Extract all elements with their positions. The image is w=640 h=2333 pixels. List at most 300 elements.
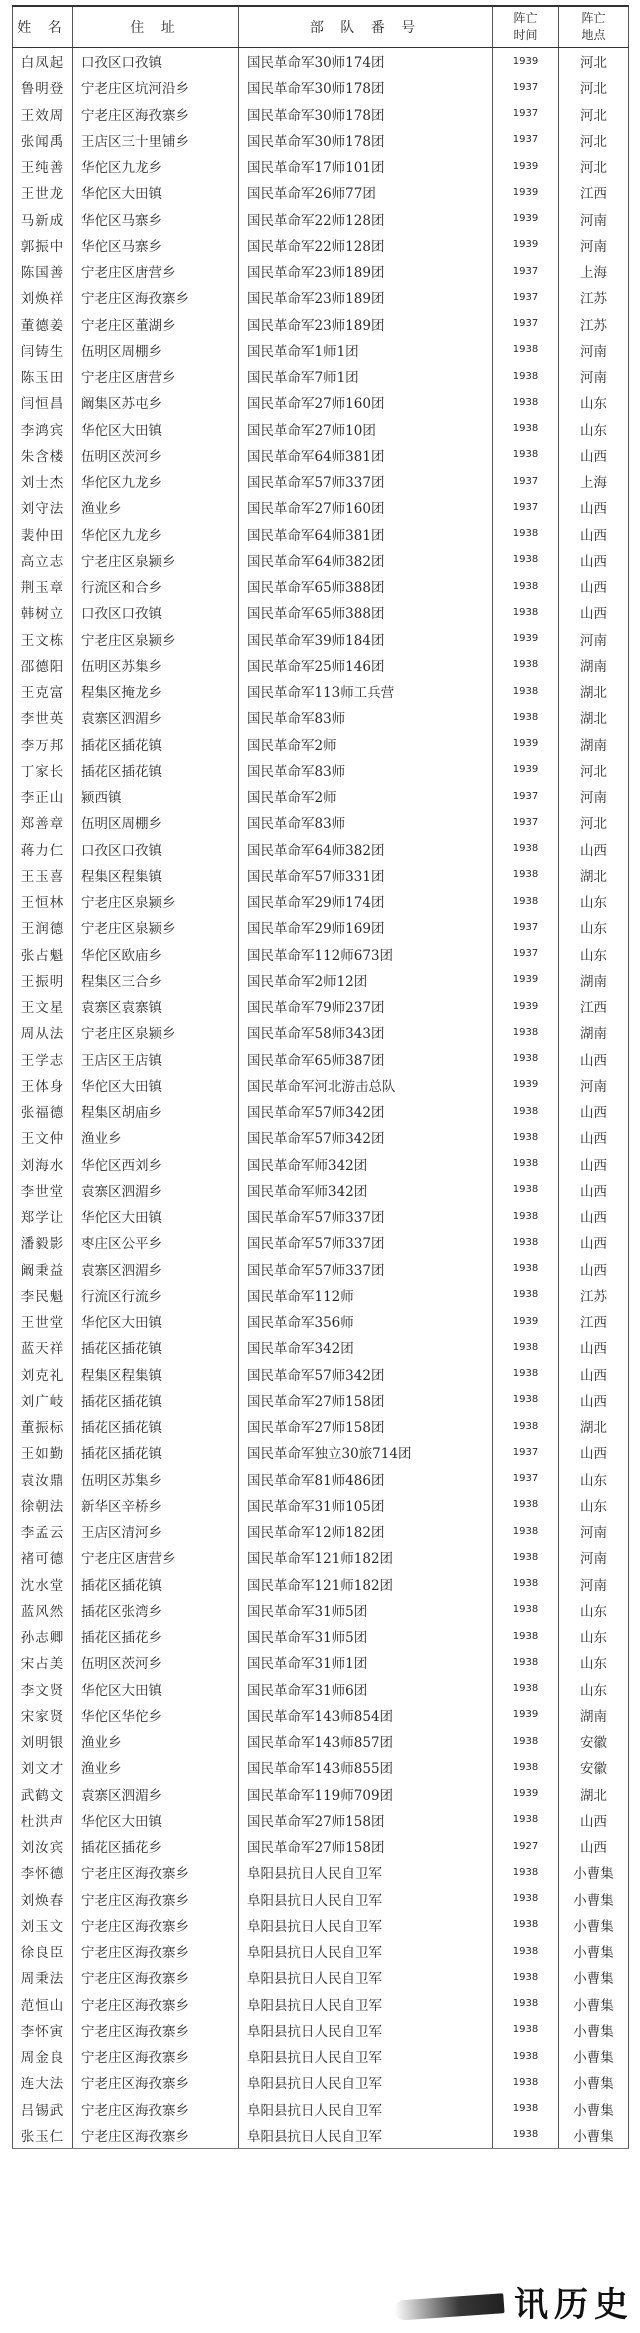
- death-place-cell: 小曹集: [559, 1912, 629, 1938]
- death-year-cell: 1939: [493, 48, 559, 75]
- soldier-name-cell: 王效周: [13, 101, 73, 127]
- military-unit-cell: 国民革命军64师381团: [239, 521, 493, 547]
- header-address: 住 址: [73, 6, 239, 48]
- soldier-name-cell: 蓝天祥: [13, 1334, 73, 1360]
- soldier-name-cell: 李世堂: [13, 1177, 73, 1203]
- soldier-name-cell: 郑善章: [13, 809, 73, 835]
- soldier-name-cell: 王世堂: [13, 1308, 73, 1334]
- death-place-cell: 山西: [559, 573, 629, 599]
- soldier-name-cell: 李孟云: [13, 1518, 73, 1544]
- table-row: [13, 547, 629, 573]
- table-row: [13, 1859, 629, 1885]
- death-year-cell: 1938: [493, 1019, 559, 1045]
- death-place-cell: 安徽: [559, 1754, 629, 1780]
- death-place-cell: 小曹集: [559, 1938, 629, 1964]
- watermark-brush-stroke: [393, 2293, 504, 2321]
- soldier-name-cell: 朱含楼: [13, 442, 73, 468]
- death-year-cell: 1938: [493, 1203, 559, 1229]
- home-address-cell: 宁老庄区海孜寨乡: [73, 2043, 239, 2069]
- death-year-cell: 1938: [493, 1124, 559, 1150]
- death-place-cell: 山东: [559, 914, 629, 940]
- military-unit-cell: 国民革命军342团: [239, 1334, 493, 1360]
- table-row: [13, 1229, 629, 1255]
- soldier-name-cell: 韩树立: [13, 599, 73, 625]
- death-year-cell: 1938: [493, 1492, 559, 1518]
- soldier-name-cell: 李万邦: [13, 731, 73, 757]
- military-unit-cell: 国民革命军师342团: [239, 1177, 493, 1203]
- home-address-cell: 插花区插花镇: [73, 1571, 239, 1597]
- military-unit-cell: 国民革命军83师: [239, 704, 493, 730]
- soldier-name-cell: 李正山: [13, 783, 73, 809]
- military-unit-cell: 国民革命军12师182团: [239, 1518, 493, 1544]
- military-unit-cell: 国民革命军师342团: [239, 1151, 493, 1177]
- military-unit-cell: 国民革命军57师331团: [239, 862, 493, 888]
- death-place-cell: 江西: [559, 179, 629, 205]
- home-address-cell: 宁老庄区海孜寨乡: [73, 2096, 239, 2122]
- table-row: [13, 2096, 629, 2122]
- table-row: [13, 652, 629, 678]
- military-unit-cell: 国民革命军121师182团: [239, 1544, 493, 1570]
- soldier-name-cell: 周金良: [13, 2043, 73, 2069]
- table-header-row: [13, 6, 629, 48]
- home-address-cell: 袁寨区泗湄乡: [73, 1256, 239, 1282]
- table-row: [13, 179, 629, 205]
- military-unit-cell: 国民革命军57师342团: [239, 1361, 493, 1387]
- military-unit-cell: 国民革命军30师178团: [239, 74, 493, 100]
- military-unit-cell: 国民革命军83师: [239, 809, 493, 835]
- death-place-cell: 小曹集: [559, 1859, 629, 1885]
- home-address-cell: 伍明区苏集乡: [73, 1466, 239, 1492]
- death-place-cell: 山西: [559, 1177, 629, 1203]
- military-unit-cell: 国民革命军143师855团: [239, 1754, 493, 1780]
- death-place-cell: 山西: [559, 1229, 629, 1255]
- table-row: [13, 1544, 629, 1570]
- military-unit-cell: 阜阳县抗日人民自卫军: [239, 1886, 493, 1912]
- home-address-cell: 渔业乡: [73, 1124, 239, 1150]
- soldier-name-cell: 高立志: [13, 547, 73, 573]
- table-row: [13, 2069, 629, 2095]
- soldier-name-cell: 张占魁: [13, 941, 73, 967]
- military-unit-cell: 国民革命军57师337团: [239, 1229, 493, 1255]
- table-row: [13, 626, 629, 652]
- table-row: [13, 1807, 629, 1833]
- home-address-cell: 宁老庄区唐营乡: [73, 258, 239, 284]
- home-address-cell: 口孜区口孜镇: [73, 48, 239, 75]
- header-death-time: [493, 6, 559, 48]
- home-address-cell: 口孜区口孜镇: [73, 599, 239, 625]
- soldier-name-cell: 刘士杰: [13, 468, 73, 494]
- military-unit-cell: 国民革命军1师1团: [239, 337, 493, 363]
- death-place-cell: 河南: [559, 363, 629, 389]
- death-year-cell: 1938: [493, 337, 559, 363]
- home-address-cell: 插花区插花镇: [73, 731, 239, 757]
- table-row: [13, 311, 629, 337]
- home-address-cell: 程集区掩龙乡: [73, 678, 239, 704]
- death-place-cell: 小曹集: [559, 2069, 629, 2095]
- death-place-cell: 山东: [559, 1492, 629, 1518]
- home-address-cell: 宁老庄区海孜寨乡: [73, 1964, 239, 1990]
- military-unit-cell: 国民革命军39师184团: [239, 626, 493, 652]
- death-place-cell: 山西: [559, 494, 629, 520]
- home-address-cell: 程集区程集镇: [73, 862, 239, 888]
- table-row: [13, 1964, 629, 1990]
- soldier-name-cell: 李怀寅: [13, 2017, 73, 2043]
- home-address-cell: 宁老庄区海孜寨乡: [73, 1991, 239, 2017]
- death-place-cell: 湖北: [559, 862, 629, 888]
- soldier-name-cell: 吕锡武: [13, 2096, 73, 2122]
- table-row: [13, 862, 629, 888]
- soldier-name-cell: 邵德阳: [13, 652, 73, 678]
- death-place-cell: 河南: [559, 337, 629, 363]
- military-unit-cell: 国民革命军27师160团: [239, 494, 493, 520]
- home-address-cell: 渔业乡: [73, 494, 239, 520]
- death-place-cell: 湖南: [559, 1019, 629, 1045]
- death-year-cell: 1938: [493, 678, 559, 704]
- death-place-cell: 湖南: [559, 652, 629, 678]
- table-row: [13, 941, 629, 967]
- death-year-cell: 1938: [493, 1964, 559, 1990]
- home-address-cell: 袁寨区袁寨镇: [73, 993, 239, 1019]
- soldier-name-cell: 郑学让: [13, 1203, 73, 1229]
- death-year-cell: 1938: [493, 862, 559, 888]
- table-row: [13, 1413, 629, 1439]
- military-unit-cell: 国民革命军23师189团: [239, 258, 493, 284]
- military-unit-cell: 国民革命军113师工兵营: [239, 678, 493, 704]
- table-row: [13, 1256, 629, 1282]
- death-year-cell: 1938: [493, 1282, 559, 1308]
- death-place-cell: 山西: [559, 1334, 629, 1360]
- military-unit-cell: 国民革命军2师: [239, 731, 493, 757]
- death-year-cell: 1938: [493, 2043, 559, 2069]
- death-year-cell: 1939: [493, 1072, 559, 1098]
- death-year-cell: 1938: [493, 1046, 559, 1072]
- home-address-cell: 伍明区周棚乡: [73, 337, 239, 363]
- table-row: [13, 757, 629, 783]
- death-place-cell: 山西: [559, 1807, 629, 1833]
- watermark-text: 讯历史: [514, 2285, 634, 2325]
- table-row: [13, 914, 629, 940]
- table-row: [13, 1072, 629, 1098]
- home-address-cell: 宁老庄区海孜寨乡: [73, 1859, 239, 1885]
- soldier-name-cell: 王文仲: [13, 1124, 73, 1150]
- death-year-cell: 1938: [493, 547, 559, 573]
- military-unit-cell: 阜阳县抗日人民自卫军: [239, 2069, 493, 2095]
- death-year-cell: 1938: [493, 1361, 559, 1387]
- table-row: [13, 389, 629, 415]
- table-row: [13, 573, 629, 599]
- home-address-cell: 口孜区口孜镇: [73, 836, 239, 862]
- site-watermark-logo: [394, 2283, 634, 2327]
- military-unit-cell: 国民革命军27师158团: [239, 1387, 493, 1413]
- death-year-cell: 1938: [493, 363, 559, 389]
- soldier-name-cell: 董振标: [13, 1413, 73, 1439]
- table-row: [13, 127, 629, 153]
- soldier-name-cell: 刘海水: [13, 1151, 73, 1177]
- soldier-name-cell: 鲁明登: [13, 74, 73, 100]
- home-address-cell: 袁寨区泗湄乡: [73, 1177, 239, 1203]
- home-address-cell: 华佗区大田镇: [73, 1676, 239, 1702]
- home-address-cell: 袁寨区泗湄乡: [73, 1781, 239, 1807]
- death-year-cell: 1938: [493, 1229, 559, 1255]
- death-place-cell: 江苏: [559, 284, 629, 310]
- home-address-cell: 伍明区周棚乡: [73, 809, 239, 835]
- table-row: [13, 1308, 629, 1334]
- home-address-cell: 宁老庄区海孜寨乡: [73, 2069, 239, 2095]
- soldier-name-cell: 白凤起: [13, 48, 73, 75]
- home-address-cell: 程集区胡庙乡: [73, 1098, 239, 1124]
- death-year-cell: 1938: [493, 1912, 559, 1938]
- military-unit-cell: 国民革命军83师: [239, 757, 493, 783]
- table-row: [13, 1938, 629, 1964]
- table-row: [13, 967, 629, 993]
- military-unit-cell: 国民革命军27师10团: [239, 416, 493, 442]
- home-address-cell: 插花区插花乡: [73, 1623, 239, 1649]
- home-address-cell: 华佗区大田镇: [73, 1807, 239, 1833]
- death-place-cell: 小曹集: [559, 2096, 629, 2122]
- military-unit-cell: 国民革命军30师178团: [239, 127, 493, 153]
- soldier-name-cell: 徐朝法: [13, 1492, 73, 1518]
- military-unit-cell: 国民革命军58师343团: [239, 1019, 493, 1045]
- table-row: [13, 704, 629, 730]
- military-unit-cell: 国民革命军2师: [239, 783, 493, 809]
- soldier-name-cell: 范恒山: [13, 1991, 73, 2017]
- header-death-time-line2: 时间: [513, 28, 538, 42]
- death-place-cell: 山东: [559, 389, 629, 415]
- death-year-cell: 1938: [493, 1387, 559, 1413]
- home-address-cell: 宁老庄区唐营乡: [73, 363, 239, 389]
- military-unit-cell: 国民革命军25师146团: [239, 652, 493, 678]
- soldier-name-cell: 王恒林: [13, 888, 73, 914]
- death-place-cell: 江西: [559, 993, 629, 1019]
- military-unit-cell: 国民革命军27师158团: [239, 1833, 493, 1859]
- death-place-cell: 河南: [559, 1518, 629, 1544]
- soldier-name-cell: 周秉法: [13, 1964, 73, 1990]
- death-year-cell: 1937: [493, 311, 559, 337]
- military-unit-cell: 国民革命军27师158团: [239, 1413, 493, 1439]
- death-year-cell: 1937: [493, 74, 559, 100]
- military-unit-cell: 阜阳县抗日人民自卫军: [239, 1859, 493, 1885]
- death-year-cell: 1938: [493, 1597, 559, 1623]
- soldier-name-cell: 张福德: [13, 1098, 73, 1124]
- table-row: [13, 1571, 629, 1597]
- soldier-name-cell: 张闻禹: [13, 127, 73, 153]
- home-address-cell: 王店区清河乡: [73, 1518, 239, 1544]
- table-row: [13, 1439, 629, 1465]
- death-place-cell: 小曹集: [559, 1964, 629, 1990]
- military-unit-cell: 国民革命军22师128团: [239, 232, 493, 258]
- death-place-cell: 河南: [559, 1072, 629, 1098]
- military-unit-cell: 国民革命军112师: [239, 1282, 493, 1308]
- death-year-cell: 1938: [493, 573, 559, 599]
- death-place-cell: 湖北: [559, 1781, 629, 1807]
- death-place-cell: 河北: [559, 809, 629, 835]
- death-year-cell: 1939: [493, 1702, 559, 1728]
- death-place-cell: 小曹集: [559, 2017, 629, 2043]
- military-unit-cell: 国民革命军31师105团: [239, 1492, 493, 1518]
- death-year-cell: 1937: [493, 783, 559, 809]
- death-place-cell: 安徽: [559, 1728, 629, 1754]
- soldier-name-cell: 刘文才: [13, 1754, 73, 1780]
- soldier-name-cell: 王文星: [13, 993, 73, 1019]
- death-place-cell: 山西: [559, 1439, 629, 1465]
- death-year-cell: 1938: [493, 1413, 559, 1439]
- home-address-cell: 华佗区九龙乡: [73, 468, 239, 494]
- soldier-name-cell: 杜洪声: [13, 1807, 73, 1833]
- death-year-cell: 1927: [493, 1833, 559, 1859]
- home-address-cell: 渔业乡: [73, 1728, 239, 1754]
- header-death-place: [559, 6, 629, 48]
- military-unit-cell: 国民革命军119师709团: [239, 1781, 493, 1807]
- table-row: [13, 1151, 629, 1177]
- death-place-cell: 山西: [559, 599, 629, 625]
- home-address-cell: 袁寨区泗湄乡: [73, 704, 239, 730]
- header-death-place-line2: 地点: [581, 28, 606, 42]
- military-unit-cell: 国民革命军65师388团: [239, 573, 493, 599]
- death-place-cell: 山西: [559, 1387, 629, 1413]
- death-year-cell: 1938: [493, 1754, 559, 1780]
- death-year-cell: 1939: [493, 757, 559, 783]
- death-year-cell: 1938: [493, 1098, 559, 1124]
- home-address-cell: 宁老庄区董湖乡: [73, 311, 239, 337]
- military-unit-cell: 国民革命军143师857团: [239, 1728, 493, 1754]
- death-year-cell: 1938: [493, 1256, 559, 1282]
- death-year-cell: 1938: [493, 1151, 559, 1177]
- soldier-name-cell: 李鸿宾: [13, 416, 73, 442]
- soldier-name-cell: 刘焕祥: [13, 284, 73, 310]
- home-address-cell: 渔业乡: [73, 1754, 239, 1780]
- home-address-cell: 宁老庄区海孜寨乡: [73, 1912, 239, 1938]
- death-place-cell: 河南: [559, 206, 629, 232]
- home-address-cell: 宁老庄区海孜寨乡: [73, 1886, 239, 1912]
- death-place-cell: 山西: [559, 836, 629, 862]
- death-place-cell: 山东: [559, 1676, 629, 1702]
- death-place-cell: 山西: [559, 1098, 629, 1124]
- death-place-cell: 河北: [559, 757, 629, 783]
- home-address-cell: 阚集区苏屯乡: [73, 389, 239, 415]
- table-row: [13, 1702, 629, 1728]
- death-year-cell: 1939: [493, 232, 559, 258]
- table-row: [13, 1754, 629, 1780]
- soldier-name-cell: 刘克礼: [13, 1361, 73, 1387]
- header-unit: 部 队 番 号: [239, 6, 493, 48]
- home-address-cell: 枣庄区公平乡: [73, 1229, 239, 1255]
- table-row: [13, 1597, 629, 1623]
- death-year-cell: 1938: [493, 521, 559, 547]
- home-address-cell: 插花区插花镇: [73, 1334, 239, 1360]
- table-row: [13, 1518, 629, 1544]
- death-year-cell: 1938: [493, 836, 559, 862]
- military-unit-cell: 国民革命军356师: [239, 1308, 493, 1334]
- home-address-cell: 华佗区大田镇: [73, 1308, 239, 1334]
- military-unit-cell: 国民革命军31师6团: [239, 1676, 493, 1702]
- death-year-cell: 1938: [493, 2096, 559, 2122]
- table-row: [13, 74, 629, 100]
- home-address-cell: 宁老庄区唐营乡: [73, 1544, 239, 1570]
- soldier-name-cell: 王学志: [13, 1046, 73, 1072]
- home-address-cell: 宁老庄区海孜寨乡: [73, 2122, 239, 2149]
- home-address-cell: 华佗区九龙乡: [73, 521, 239, 547]
- death-year-cell: 1939: [493, 206, 559, 232]
- soldier-name-cell: 刘广岐: [13, 1387, 73, 1413]
- military-unit-cell: 国民革命军57师337团: [239, 1256, 493, 1282]
- military-unit-cell: 国民革命军26师77团: [239, 179, 493, 205]
- military-unit-cell: 国民革命军64师382团: [239, 836, 493, 862]
- death-place-cell: 江西: [559, 1308, 629, 1334]
- death-place-cell: 河南: [559, 626, 629, 652]
- death-place-cell: 河北: [559, 48, 629, 75]
- home-address-cell: 宁老庄区泉颍乡: [73, 914, 239, 940]
- home-address-cell: 宁老庄区泉颍乡: [73, 547, 239, 573]
- death-year-cell: 1937: [493, 468, 559, 494]
- death-year-cell: 1938: [493, 1991, 559, 2017]
- home-address-cell: 行流区行流乡: [73, 1282, 239, 1308]
- header-death-time-line1: 阵亡: [513, 11, 538, 25]
- home-address-cell: 插花区插花镇: [73, 1413, 239, 1439]
- table-row: [13, 1282, 629, 1308]
- soldier-name-cell: 闫恒昌: [13, 389, 73, 415]
- death-year-cell: 1937: [493, 914, 559, 940]
- death-place-cell: 山东: [559, 1597, 629, 1623]
- military-unit-cell: 国民革命军30师178团: [239, 101, 493, 127]
- military-unit-cell: 阜阳县抗日人民自卫军: [239, 2096, 493, 2122]
- death-year-cell: 1939: [493, 731, 559, 757]
- soldier-name-cell: 宋家贤: [13, 1702, 73, 1728]
- table-row: [13, 1649, 629, 1675]
- table-row: [13, 258, 629, 284]
- home-address-cell: 华佗区大田镇: [73, 179, 239, 205]
- military-unit-cell: 阜阳县抗日人民自卫军: [239, 2043, 493, 2069]
- header-death-place-line1: 阵亡: [581, 11, 606, 25]
- military-unit-cell: 国民革命军121师182团: [239, 1571, 493, 1597]
- death-year-cell: 1938: [493, 1886, 559, 1912]
- military-unit-cell: 国民革命军65师388团: [239, 599, 493, 625]
- military-unit-cell: 国民革命军独立30旅714团: [239, 1439, 493, 1465]
- soldier-name-cell: 王纯善: [13, 153, 73, 179]
- home-address-cell: 华佗区大田镇: [73, 416, 239, 442]
- death-place-cell: 山西: [559, 1046, 629, 1072]
- table-row: [13, 1203, 629, 1229]
- table-row: [13, 993, 629, 1019]
- table-row: [13, 1361, 629, 1387]
- soldier-name-cell: 袁汝鼎: [13, 1466, 73, 1492]
- home-address-cell: 华佗区马寨乡: [73, 232, 239, 258]
- roster-body: [13, 48, 629, 2149]
- soldier-name-cell: 李怀德: [13, 1859, 73, 1885]
- home-address-cell: 宁老庄区海孜寨乡: [73, 2017, 239, 2043]
- soldier-name-cell: 潘毅影: [13, 1229, 73, 1255]
- military-unit-cell: 国民革命军31师5团: [239, 1597, 493, 1623]
- home-address-cell: 王店区王店镇: [73, 1046, 239, 1072]
- table-row: [13, 888, 629, 914]
- military-unit-cell: 国民革命军31师1团: [239, 1649, 493, 1675]
- death-year-cell: 1938: [493, 1676, 559, 1702]
- death-year-cell: 1938: [493, 416, 559, 442]
- military-unit-cell: 国民革命军23师189团: [239, 311, 493, 337]
- home-address-cell: 程集区程集镇: [73, 1361, 239, 1387]
- military-unit-cell: 国民革命军23师189团: [239, 284, 493, 310]
- home-address-cell: 华佗区华佗乡: [73, 1702, 239, 1728]
- soldier-name-cell: 陈国善: [13, 258, 73, 284]
- home-address-cell: 插花区插花镇: [73, 757, 239, 783]
- death-year-cell: 1938: [493, 1807, 559, 1833]
- table-row: [13, 416, 629, 442]
- death-place-cell: 湖北: [559, 678, 629, 704]
- death-place-cell: 河南: [559, 232, 629, 258]
- soldier-name-cell: 刘玉文: [13, 1912, 73, 1938]
- table-row: [13, 442, 629, 468]
- home-address-cell: 宁老庄区海孜寨乡: [73, 284, 239, 310]
- table-row: [13, 1046, 629, 1072]
